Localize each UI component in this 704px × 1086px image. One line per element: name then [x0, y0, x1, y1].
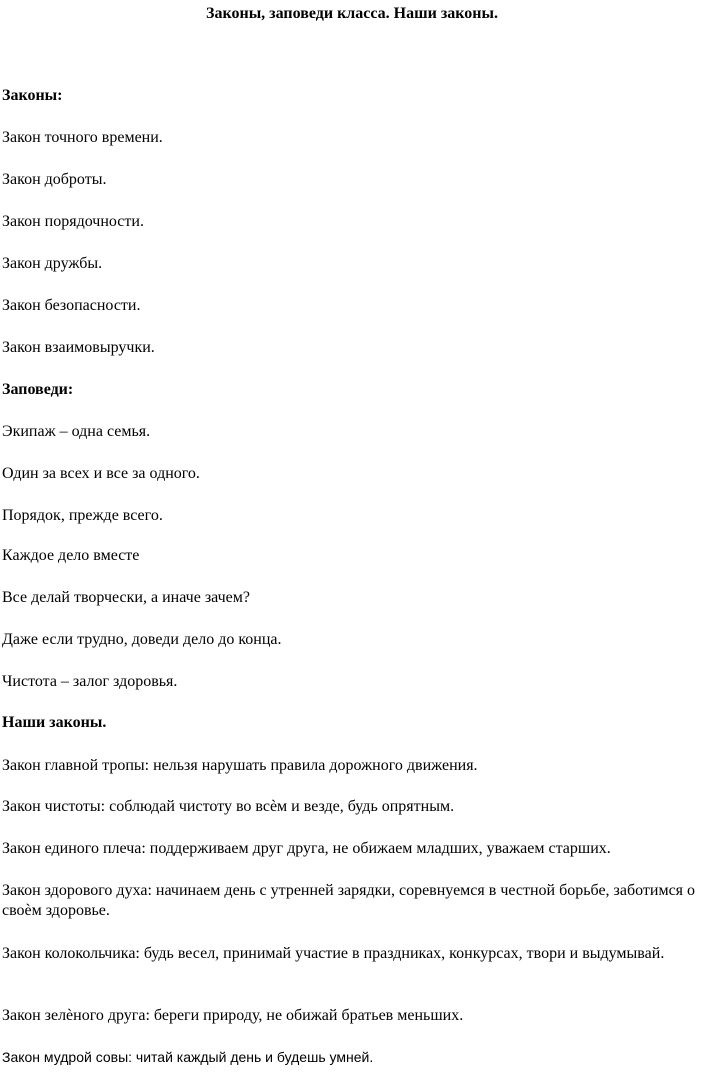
law-item: Закон дружбы.: [2, 255, 103, 272]
our-law-item: Закон здорового духа: начинаем день с утренней зарядки, соревнуемся в честной борьбе, заботимся о своѐм здоровье.: [2, 882, 696, 919]
our-law-item: Закон мудрой совы: читай каждый день и будешь умней.: [2, 1049, 374, 1065]
our-law-item: Закон чистоты: соблюдай чистоту во всѐм и везде, будь опрятным.: [2, 798, 455, 815]
our-laws-heading: Наши законы.: [2, 714, 107, 731]
our-law-item: Закон единого плеча: поддерживаем друг друга, не обижаем младших, уважаем старших.: [2, 840, 611, 857]
our-law-item: Закон колокольчика: будь весел, принимай участие в праздниках, конкурсах, твори и выдумывай.: [2, 945, 665, 962]
commandment-item: Один за всех и все за одного.: [2, 465, 200, 482]
commandments-heading: Заповеди:: [2, 381, 74, 398]
commandment-item: Даже если трудно, доведи дело до конца.: [2, 631, 282, 648]
law-item: Закон взаимовыручки.: [2, 339, 155, 356]
our-law-item: Закон зелѐного друга: береги природу, не обижай братьев меньших.: [2, 1007, 464, 1024]
law-item: Закон точного времени.: [2, 129, 163, 146]
commandment-item: Каждое дело вместе: [2, 547, 140, 564]
commandment-item: Экипаж – одна семья.: [2, 423, 151, 440]
laws-heading: Законы:: [2, 87, 63, 104]
commandment-item: Чистота – залог здоровья.: [2, 673, 178, 690]
commandment-item: Порядок, прежде всего.: [2, 507, 163, 524]
law-item: Закон порядочности.: [2, 213, 144, 230]
law-item: Закон доброты.: [2, 171, 107, 188]
law-item: Закон безопасности.: [2, 297, 141, 314]
document-title: Законы, заповеди класса. Наши законы.: [206, 5, 498, 22]
our-law-item: Закон главной тропы: нельзя нарушать правила дорожного движения.: [2, 757, 478, 774]
commandment-item: Все делай творчески, а иначе зачем?: [2, 589, 250, 606]
